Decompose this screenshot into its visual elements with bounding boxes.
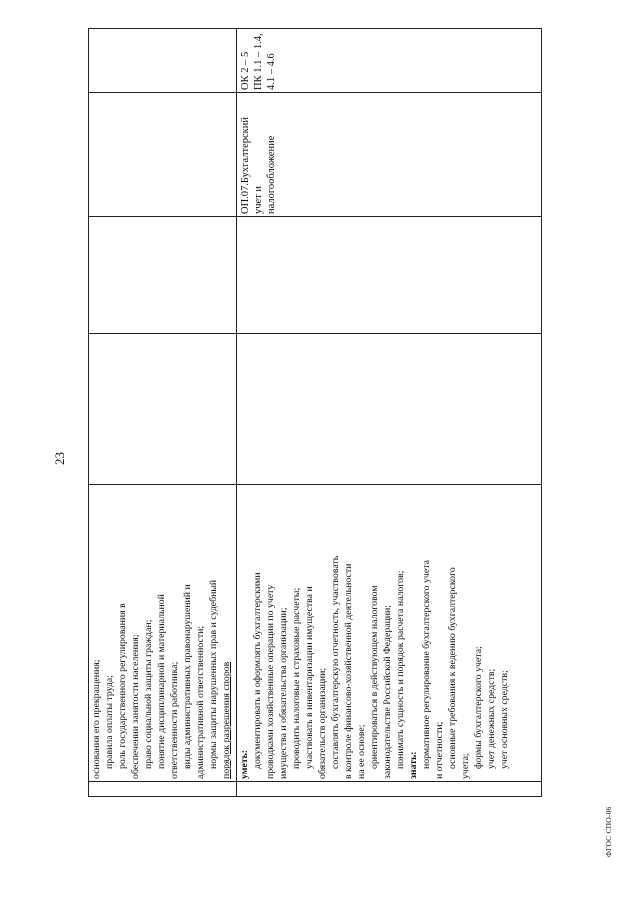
table-row <box>89 29 237 797</box>
cell-empty <box>89 334 237 485</box>
content-line: документировать и оформлять бухгалтерскими <box>252 572 263 769</box>
cell-empty <box>237 334 542 485</box>
cell-empty <box>237 217 542 334</box>
cell-empty <box>89 29 237 93</box>
content-line: на ее основе; <box>356 724 367 779</box>
content-line: и отчетности; <box>434 721 445 779</box>
content-line: правила оплаты труда; <box>104 675 115 769</box>
content-line: участвовать в инвентаризации имущества и <box>304 586 315 769</box>
section-heading: уметь: <box>239 749 250 779</box>
section-heading: знать: <box>408 751 419 779</box>
page-number: 23 <box>52 452 67 465</box>
competence-line: 4.1 – 4.6 <box>266 53 277 90</box>
competence-line: ПК 1.1 – 1.4, <box>253 33 264 90</box>
content-line: учет денежных средств; <box>486 668 497 769</box>
footer-code: ФГОС СПО-06 <box>604 806 613 857</box>
cell-empty <box>237 782 542 797</box>
content-line: ориентироваться в действующем налоговом <box>369 585 380 769</box>
content-line: роль государственного регулирования в <box>117 603 128 769</box>
content-line: понятие дисциплинарной и материальной <box>156 594 167 769</box>
content-line: ответственности работника; <box>169 661 180 779</box>
content-line: составлять бухгалтерскую отчетность, участвовать <box>330 555 341 769</box>
content-line <box>220 487 233 779</box>
cell-empty <box>89 782 237 797</box>
cell-content <box>89 485 237 782</box>
content-line: основания его прекращения; <box>91 659 102 779</box>
cell-content <box>237 485 542 782</box>
discipline-line: ОП.07.Бухгалтерский <box>240 117 251 214</box>
table-row <box>237 29 542 797</box>
content-line: учета; <box>460 753 471 779</box>
content-line: проводками хозяйственные операции по учету <box>265 584 276 779</box>
content-line: законодательстве Российской Федерации; <box>382 604 393 779</box>
competence-line: ОК 2 – 5 <box>240 51 251 90</box>
discipline-line: учет и <box>253 185 264 214</box>
cell-competences <box>237 29 542 93</box>
cell-empty <box>89 93 237 217</box>
discipline-line: налогообложение <box>266 135 277 214</box>
content-line: понимать сущность и порядок расчета налогов; <box>395 570 406 769</box>
content-line: нормативное регулирование бухгалтерского учета <box>421 560 432 769</box>
content-line: обеспечении занятости населения; <box>130 634 141 779</box>
content-line: основные требования к ведению бухгалтерского <box>447 567 458 769</box>
content-line: право социальной защиты граждан; <box>143 619 154 769</box>
content-line: проводить налоговые и страховые расчеты; <box>291 587 302 769</box>
content-line: нормы защиты нарушенных прав и судебный <box>208 579 219 769</box>
curriculum-table <box>88 28 542 797</box>
content-line: административной ответственности; <box>195 625 206 779</box>
content-line: формы бухгалтерского учета; <box>473 646 484 769</box>
content-line: обязательств организации; <box>317 667 328 779</box>
cell-discipline <box>237 93 542 217</box>
content-line: учет основных средств; <box>499 670 510 769</box>
cell-empty <box>89 217 237 334</box>
content-line: в контроле финансово-хозяйственной деятельности <box>343 563 354 779</box>
underlined-text: порядок разрешения споров <box>221 661 232 779</box>
content-line: имущества и обязательства организации; <box>278 607 289 779</box>
content-line: виды административных правонарушений и <box>182 584 193 769</box>
